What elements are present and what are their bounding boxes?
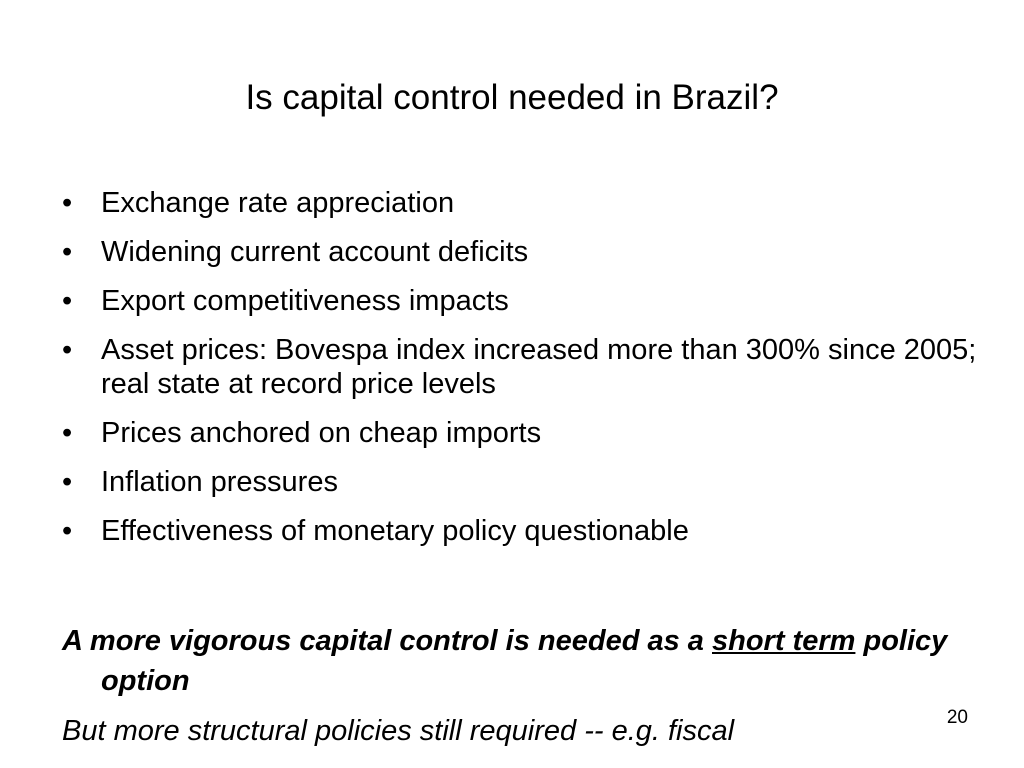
- bullet-item: [62, 284, 982, 318]
- conclusion-emphasis: short term: [712, 625, 856, 657]
- bullet-item: [62, 465, 982, 499]
- bullet-icon: •: [62, 417, 73, 449]
- slide-title: Is capital control needed in Brazil?: [245, 78, 779, 117]
- bullet-item: [62, 235, 982, 269]
- bullet-icon: •: [62, 515, 73, 547]
- bullet-item: [62, 333, 982, 401]
- bullet-icon: •: [62, 285, 73, 317]
- bullet-text: Asset prices: Bovespa index increased more than 300% since 2005; real state at record price levels: [101, 334, 977, 400]
- bullet-icon: •: [62, 466, 73, 498]
- conclusion-text-start: A more vigorous capital control is needed as a: [62, 625, 712, 657]
- bullet-text: Effectiveness of monetary policy questionable: [101, 515, 689, 547]
- bullet-list: [62, 186, 982, 563]
- bullet-text: Inflation pressures: [101, 466, 338, 498]
- bullet-text: Prices anchored on cheap imports: [101, 417, 542, 449]
- bullet-icon: •: [62, 334, 73, 366]
- structural-policy-note: But more structural policies still required -- e.g. fiscal: [62, 715, 735, 747]
- bullet-item: [62, 186, 982, 220]
- bullet-text: Exchange rate appreciation: [101, 187, 455, 219]
- bullet-icon: •: [62, 236, 73, 268]
- conclusion-text-end: policy option: [101, 625, 948, 697]
- conclusion-statement: [62, 621, 1001, 701]
- bullet-text: Widening current account deficits: [101, 236, 529, 268]
- page-number: 20: [946, 707, 968, 728]
- bullet-item: [62, 514, 982, 548]
- bullet-item: [62, 416, 982, 450]
- bullet-icon: •: [62, 187, 73, 219]
- bullet-text: Export competitiveness impacts: [101, 285, 509, 317]
